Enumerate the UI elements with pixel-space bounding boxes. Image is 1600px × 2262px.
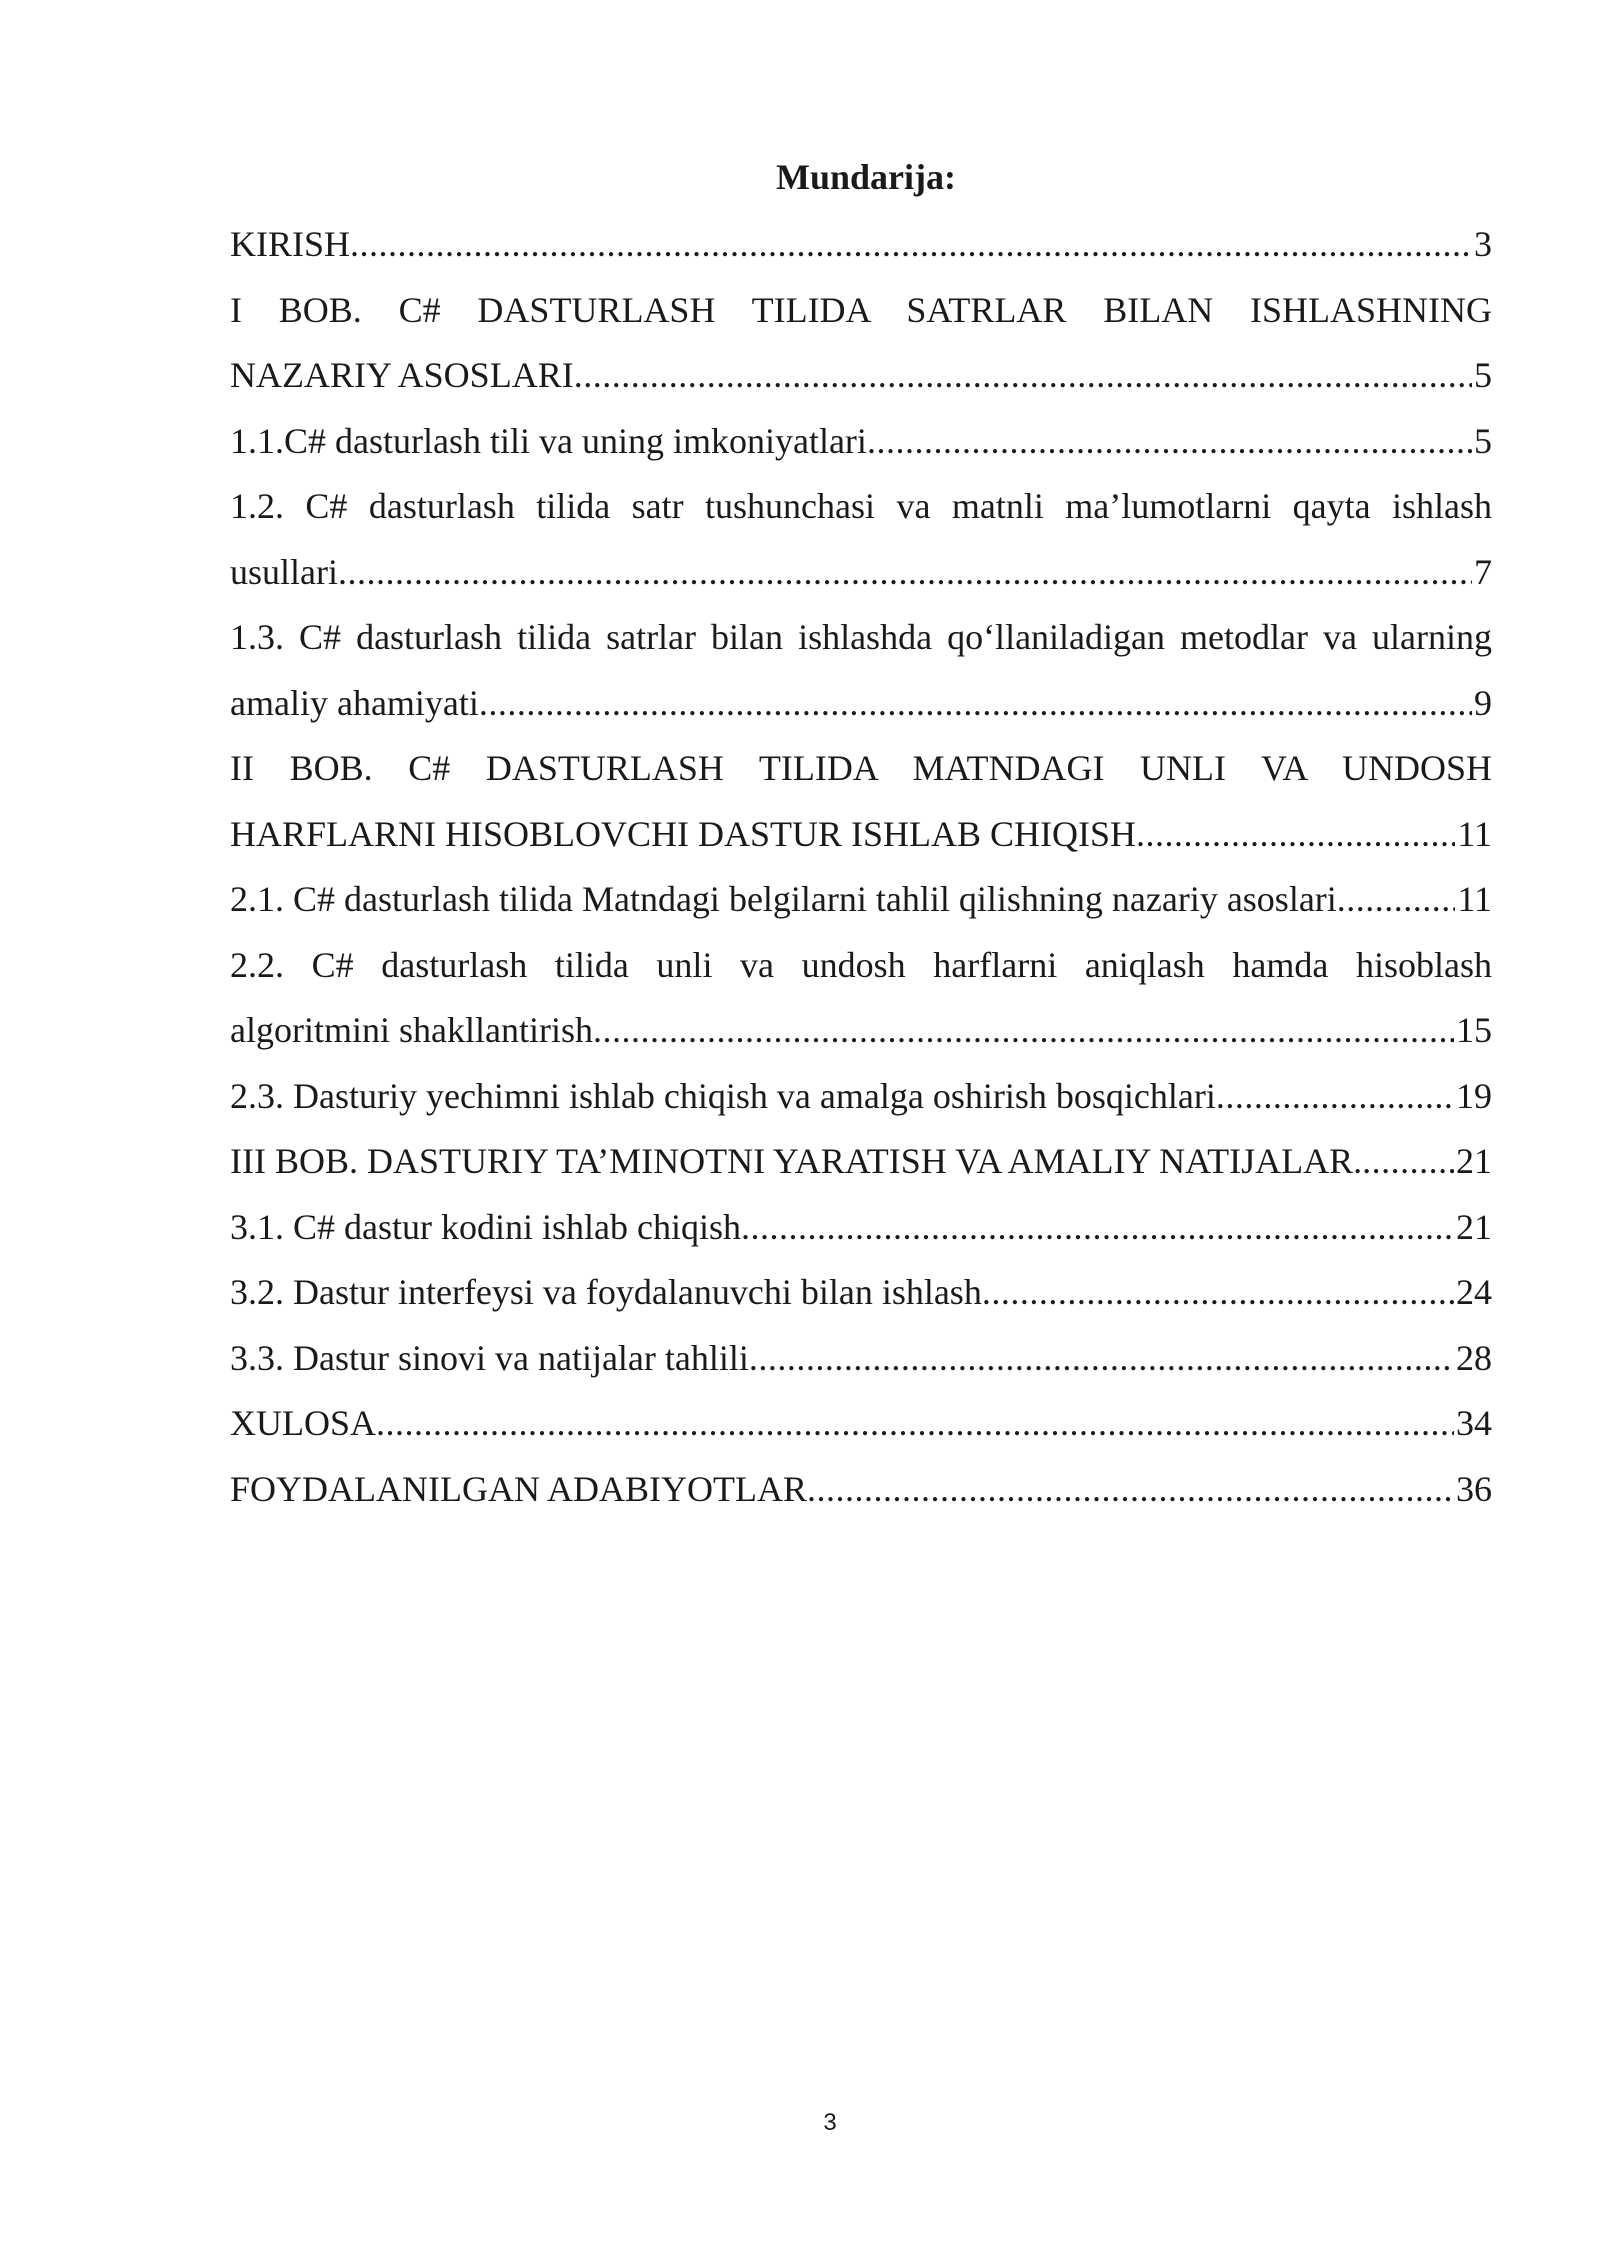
page-number: 3 (823, 2109, 837, 2136)
toc-entry[interactable] (230, 867, 1492, 933)
toc-entry-line (230, 671, 1492, 737)
toc-page-number: 9 (1474, 682, 1492, 723)
toc-entry-line (230, 212, 1492, 278)
toc-page-number: 11 (1457, 879, 1492, 919)
toc-entry[interactable] (230, 409, 1492, 475)
toc-entry[interactable] (230, 278, 1492, 409)
toc-entry-text: 1.2. C# dasturlash tilida satr tushunchasi va matnli ma’lumotlarni qayta ishlash (230, 486, 1492, 526)
toc-entry-text: 3.2. Dastur interfeysi va foydalanuvchi bilan ishlash (230, 1272, 982, 1312)
dot-leader (749, 1326, 1454, 1392)
toc-entry-text: NAZARIY ASOSLARI (230, 355, 574, 395)
toc-entry-line (230, 1260, 1492, 1326)
toc-entry[interactable] (230, 1064, 1492, 1130)
toc-entry-text: I BOB. C# DASTURLASH TILIDA SATRLAR BILAN ISHLASHNING (230, 289, 1492, 330)
dot-leader (807, 1457, 1454, 1523)
dot-leader (593, 998, 1454, 1064)
toc-entry-line (230, 1326, 1492, 1392)
toc-entry[interactable] (230, 1457, 1492, 1523)
toc-entry-text: HARFLARNI HISOBLOVCHI DASTUR ISHLAB CHIQISH (230, 813, 1137, 854)
dot-leader (1216, 1064, 1454, 1130)
toc-page-number: 3 (1474, 224, 1492, 264)
toc-entry-text: 2.2. C# dasturlash tilida unli va undosh harflarni aniqlash hamda hisoblash (230, 944, 1492, 985)
toc-entry-text: 1.1.C# dasturlash tili va uning imkoniyatlari (230, 420, 867, 461)
toc-page-number: 34 (1456, 1403, 1492, 1443)
toc-entry-text: 3.1. C# dastur kodini ishlab chiqish (230, 1206, 741, 1247)
toc-list (230, 212, 1492, 1522)
toc-entry-line (230, 1195, 1492, 1261)
toc-page-number: 5 (1474, 420, 1492, 461)
dot-leader (867, 409, 1472, 475)
toc-page-number: 15 (1456, 1010, 1492, 1050)
dot-leader (574, 343, 1472, 409)
toc-entry-line (230, 1129, 1492, 1195)
toc-entry-text: 3.3. Dastur sinovi va natijalar tahlili (230, 1337, 749, 1378)
dot-leader (376, 1391, 1454, 1457)
toc-entry-text: III BOB. DASTURIY TA’MINOTNI YARATISH VA AMALIY NATIJALAR. (230, 1141, 1363, 1181)
dot-leader (982, 1260, 1454, 1326)
toc-entry-line (230, 1064, 1492, 1130)
dot-leader (350, 212, 1472, 278)
toc-entry-line (230, 802, 1492, 868)
toc-entry-line (230, 1391, 1492, 1457)
toc-entry-line (230, 867, 1492, 933)
toc-entry[interactable] (230, 736, 1492, 867)
toc-entry[interactable] (230, 1260, 1492, 1326)
dot-leader (479, 671, 1472, 737)
toc-entry-text: usullari (230, 551, 338, 592)
toc-entry-line (230, 998, 1492, 1064)
toc-entry-text: 2.3. Dasturiy yechimni ishlab chiqish va amalga oshirish bosqichlari (230, 1075, 1216, 1116)
toc-page-number: 5 (1474, 355, 1492, 395)
toc-entry-text: 1.3. C# dasturlash tilida satrlar bilan ishlashda qo‘llaniladigan metodlar va ularning (230, 617, 1492, 657)
toc-entry-line (230, 409, 1492, 475)
toc-entry-text: XULOSA (230, 1403, 377, 1443)
toc-page-number: 7 (1474, 551, 1492, 592)
toc-title: Mundarija: (776, 157, 956, 197)
table-of-contents (230, 150, 1492, 1522)
toc-page-number: 21 (1456, 1206, 1492, 1247)
dot-leader (1337, 867, 1456, 933)
dot-leader (741, 1195, 1454, 1261)
toc-entry-text: 2.1. C# dasturlash tilida Matndagi belgilarni tahlil qilishning nazariy asoslari (230, 879, 1337, 919)
toc-entry[interactable] (230, 474, 1492, 605)
toc-entry-text: algoritmini shakllantirish (230, 1010, 593, 1050)
toc-entry-text: II BOB. C# DASTURLASH TILIDA MATNDAGI UNLI VA UNDOSH (230, 748, 1492, 788)
toc-entry-line (230, 540, 1492, 606)
dot-leader (338, 540, 1472, 606)
toc-entry-line (230, 1457, 1492, 1523)
toc-entry[interactable] (230, 1391, 1492, 1457)
toc-entry-text: FOYDALANILGAN ADABIYOTLAR (230, 1468, 807, 1509)
toc-entry[interactable] (230, 1129, 1492, 1195)
toc-entry[interactable] (230, 933, 1492, 1064)
toc-entry-text: amaliy ahamiyati (230, 682, 479, 723)
toc-page-number: 24 (1456, 1272, 1492, 1312)
toc-entry-line (230, 343, 1492, 409)
toc-page-number: 11 (1457, 813, 1492, 854)
toc-page-number: 19 (1456, 1075, 1492, 1116)
toc-page-number: 36 (1456, 1468, 1492, 1509)
dot-leader (1362, 1129, 1454, 1195)
dot-leader (1136, 802, 1455, 868)
toc-entry[interactable] (230, 212, 1492, 278)
toc-page-number: 28 (1456, 1337, 1492, 1378)
toc-entry[interactable] (230, 605, 1492, 736)
toc-page-number: 21 (1456, 1141, 1492, 1181)
toc-entry[interactable] (230, 1326, 1492, 1392)
toc-entry-text: KIRISH (230, 224, 351, 264)
toc-entry[interactable] (230, 1195, 1492, 1261)
